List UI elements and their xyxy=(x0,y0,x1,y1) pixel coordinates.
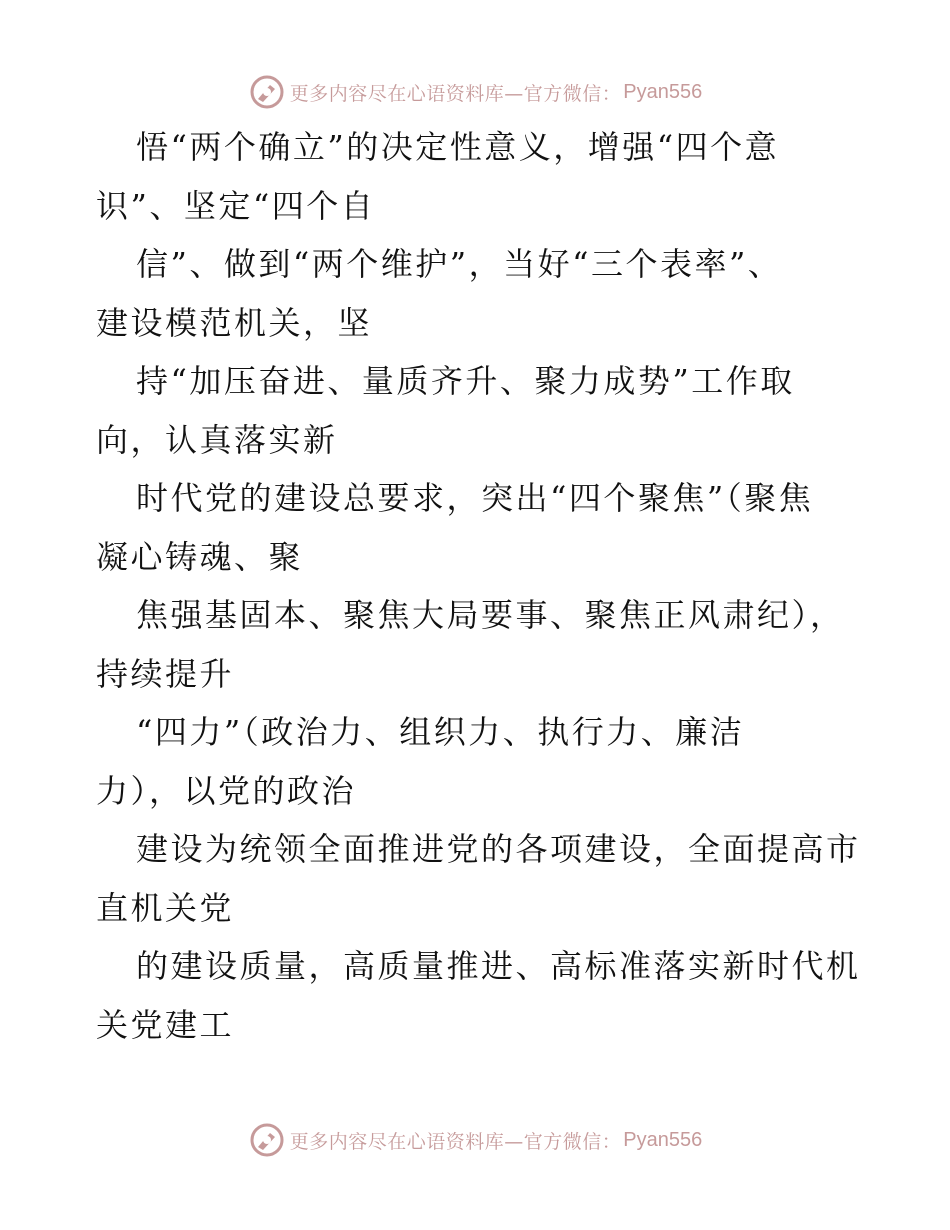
watermark-logo-icon xyxy=(248,73,286,111)
body-line: 力），以党的政治 xyxy=(96,771,357,810)
watermark-text: 更多内容尽在心语资料库—官方微信： xyxy=(289,1130,622,1153)
watermark-text: 更多内容尽在心语资料库—官方微信： xyxy=(289,82,622,105)
body-line: 的建设质量，高质量推进、高标准落实新时代机 xyxy=(136,947,861,985)
body-line: “四力”（政治力、组织力、执行力、廉洁 xyxy=(136,713,745,751)
header-watermark xyxy=(0,72,950,112)
watermark-logo-icon xyxy=(248,1121,286,1159)
body-line: 直机关党 xyxy=(96,888,235,927)
watermark-handle: Pyan556 xyxy=(623,1128,703,1151)
watermark-handle: Pyan556 xyxy=(623,80,703,103)
body-line: 持续提升 xyxy=(96,654,235,693)
body-line: 识”、坚定“四个自 xyxy=(96,186,376,225)
body-line: 关党建工 xyxy=(96,1005,235,1044)
body-line: 凝心铸魂、聚 xyxy=(96,537,304,576)
body-line: 建设为统领全面推进党的各项建设，全面提高市 xyxy=(136,830,861,868)
body-line: 时代党的建设总要求，突出“四个聚焦”（聚焦 xyxy=(136,479,814,517)
body-line: 建设模范机关，坚 xyxy=(96,303,373,342)
body-line: 悟“两个确立”的决定性意义，增强“四个意 xyxy=(136,128,780,166)
body-line: 向，认真落实新 xyxy=(96,420,338,459)
body-line: 信”、做到“两个维护”，当好“三个表率”、 xyxy=(136,245,783,283)
document-body xyxy=(96,118,866,1054)
footer-watermark xyxy=(0,1120,950,1160)
body-line: 持“加压奋进、量质齐升、聚力成势”工作取 xyxy=(136,362,795,400)
body-line: 焦强基固本、聚焦大局要事、聚焦正风肃纪）， xyxy=(136,596,845,634)
